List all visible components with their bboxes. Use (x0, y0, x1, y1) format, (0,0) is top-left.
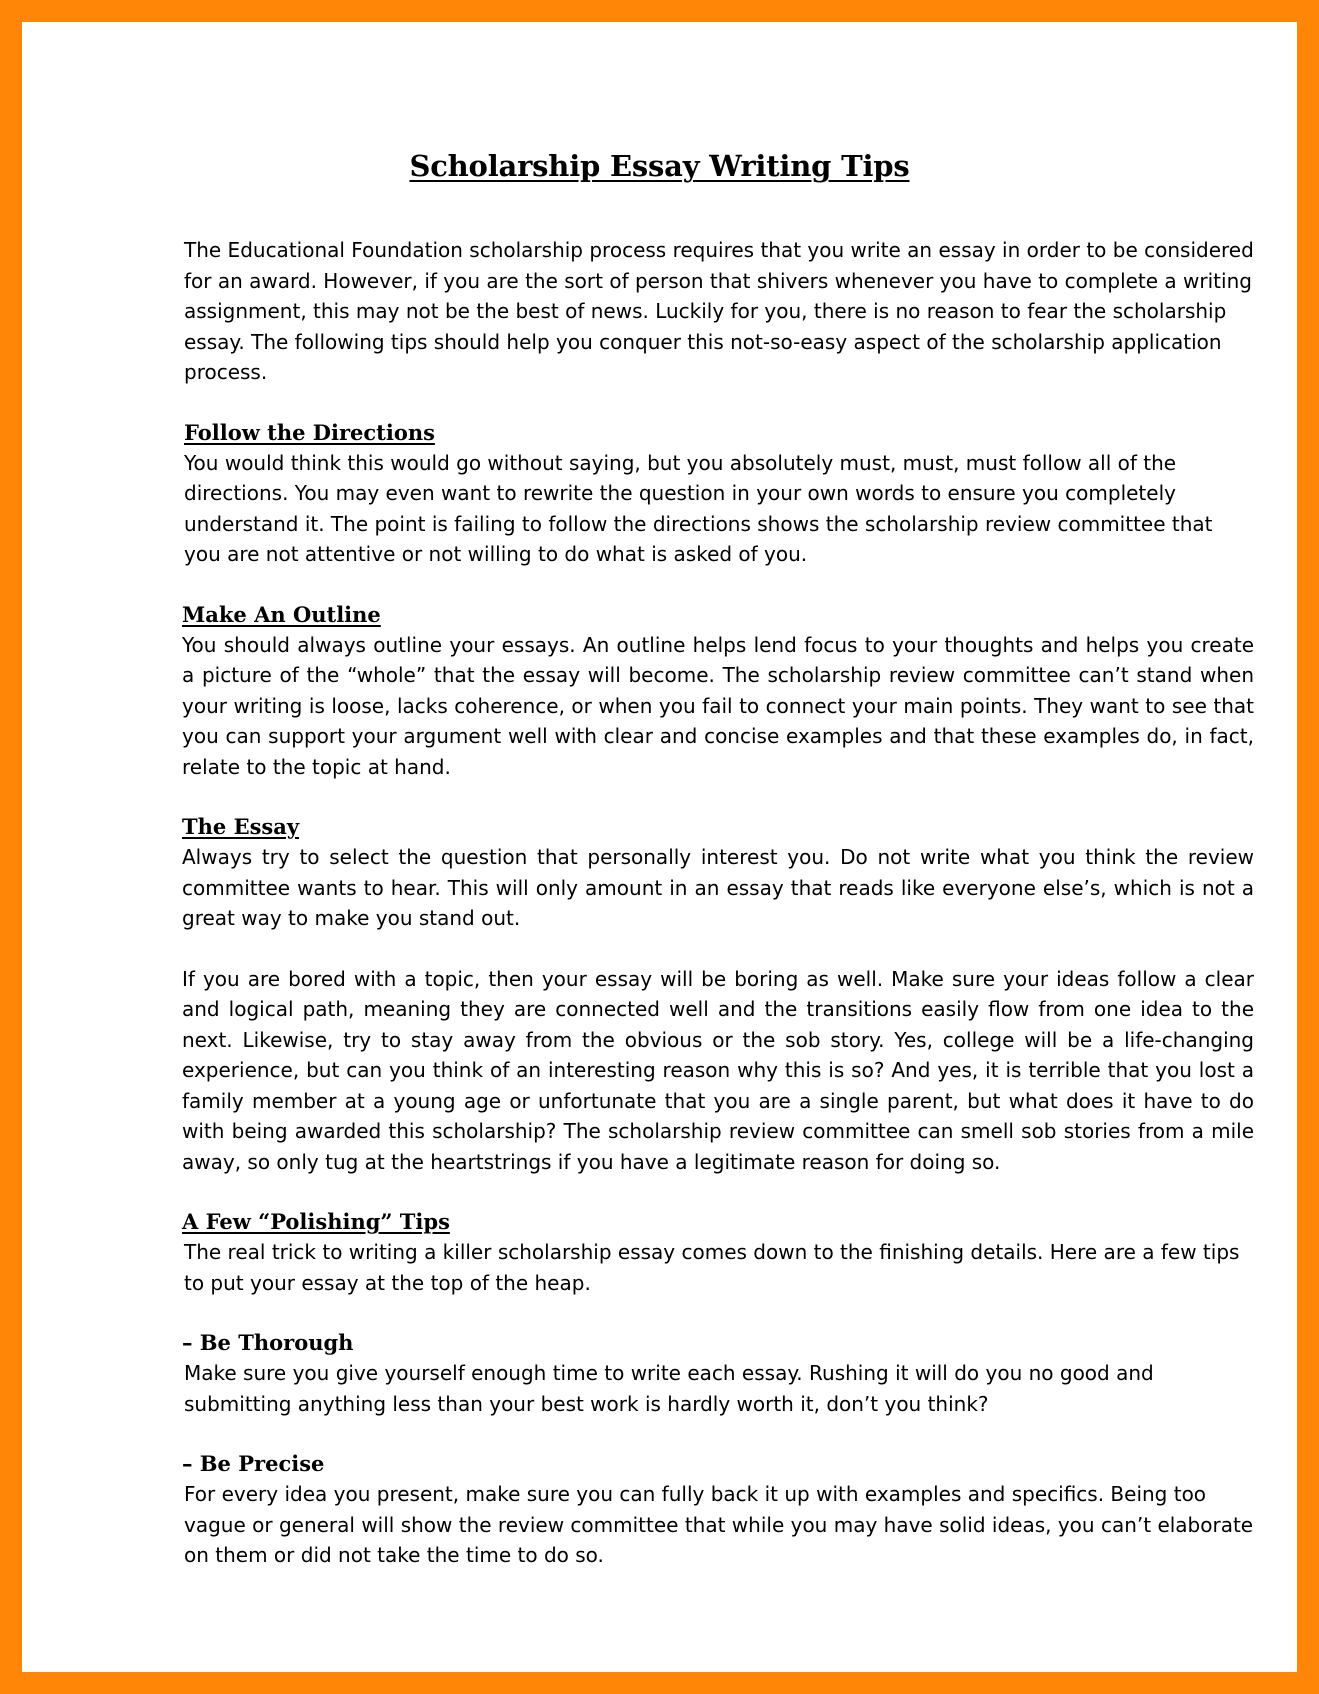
section-paragraph: You would think this would go without saying, but you absolutely must, must, must follow all of the directions. You may even want to rewrite the question in your own words to ensure you completely understand it. The point is failing to follow the directions shows the scholarship review committee that you are not attentive or not willing to do what is asked of you. (184, 450, 1213, 566)
section-heading: Make An Outline (182, 601, 381, 627)
section-heading: The Essay (182, 814, 300, 839)
document-page (22, 22, 1297, 1672)
section-paragraph: You should always outline your essays. An outline helps lend focus to your thoughts and helps you create a picture of the “whole” that the essay will become. The scholarship review committee can’t stand when your writing is loose, lacks coherence, or when you fail to connect your main points. They want to see that you can support your argument well with clear and concise examples and that these examples do, in fact, relate to the topic at hand. (182, 632, 1254, 779)
section-paragraph: The real trick to writing a killer scholarship essay comes down to the finishing details. Here are a few tips to put your essay at the top of the heap. (184, 1240, 1240, 1295)
section-heading: Follow the Directions (184, 419, 435, 445)
tip-paragraph: For every idea you present, make sure you can fully back it up with examples and specifics. Being too vague or general will show the review committee that while you may have solid ideas, you can’t elaborate on them or did not take the time to do so. (184, 1482, 1254, 1567)
document-body (182, 235, 1254, 1601)
section-the-essay (182, 812, 1254, 934)
tip-paragraph: Make sure you give yourself enough time to write each essay. Rushing it will do you no good and submitting anything less than your best work is hardly worth it, don’t you think? (184, 1361, 1154, 1416)
section-make-outline (182, 600, 1254, 783)
intro-block (182, 235, 1254, 388)
section-follow-directions (182, 418, 1254, 570)
section-polishing-tips (182, 1207, 1254, 1298)
tip-heading: – Be Thorough (182, 1330, 354, 1355)
document-title (22, 149, 1297, 183)
section-the-essay-continued (182, 964, 1254, 1178)
tip-be-precise (182, 1449, 1254, 1571)
section-paragraph: Always try to select the question that personally interest you. Do not write what you think the review committee wants to hear. This will only amount in an essay that reads like everyone else’s, which is not a great way to make you stand out. (182, 845, 1254, 930)
intro-paragraph: The Educational Foundation scholarship process requires that you write an essay in order to be considered for an award. However, if you are the sort of person that shivers whenever you have to complete a writing assignment, this may not be the best of news. Luckily for you, there is no reason to fear the scholarship essay. The following tips should help you conquer this not-so-easy aspect of the scholarship application process. (184, 238, 1254, 384)
document-title-text: Scholarship Essay Writing Tips (409, 149, 910, 183)
tip-heading: – Be Precise (182, 1451, 325, 1476)
tip-be-thorough (182, 1328, 1254, 1419)
section-paragraph: If you are bored with a topic, then your essay will be boring as well. Make sure your ideas follow a clear and logical path, meaning they are connected well and the transitions easily flow from one idea to the next. Likewise, try to stay away from the obvious or the sob story. Yes, college will be a life-changing experience, but can you think of an interesting reason why this is so? And yes, it is terrible that you lost a family member at a young age or unfortunate that you are a single parent, but what does it have to do with being awarded this scholarship? The scholarship review committee can smell sob stories from a mile away, so only tug at the heartstrings if you have a legitimate reason for doing so. (182, 966, 1254, 1174)
section-heading: A Few “Polishing” Tips (182, 1209, 450, 1234)
